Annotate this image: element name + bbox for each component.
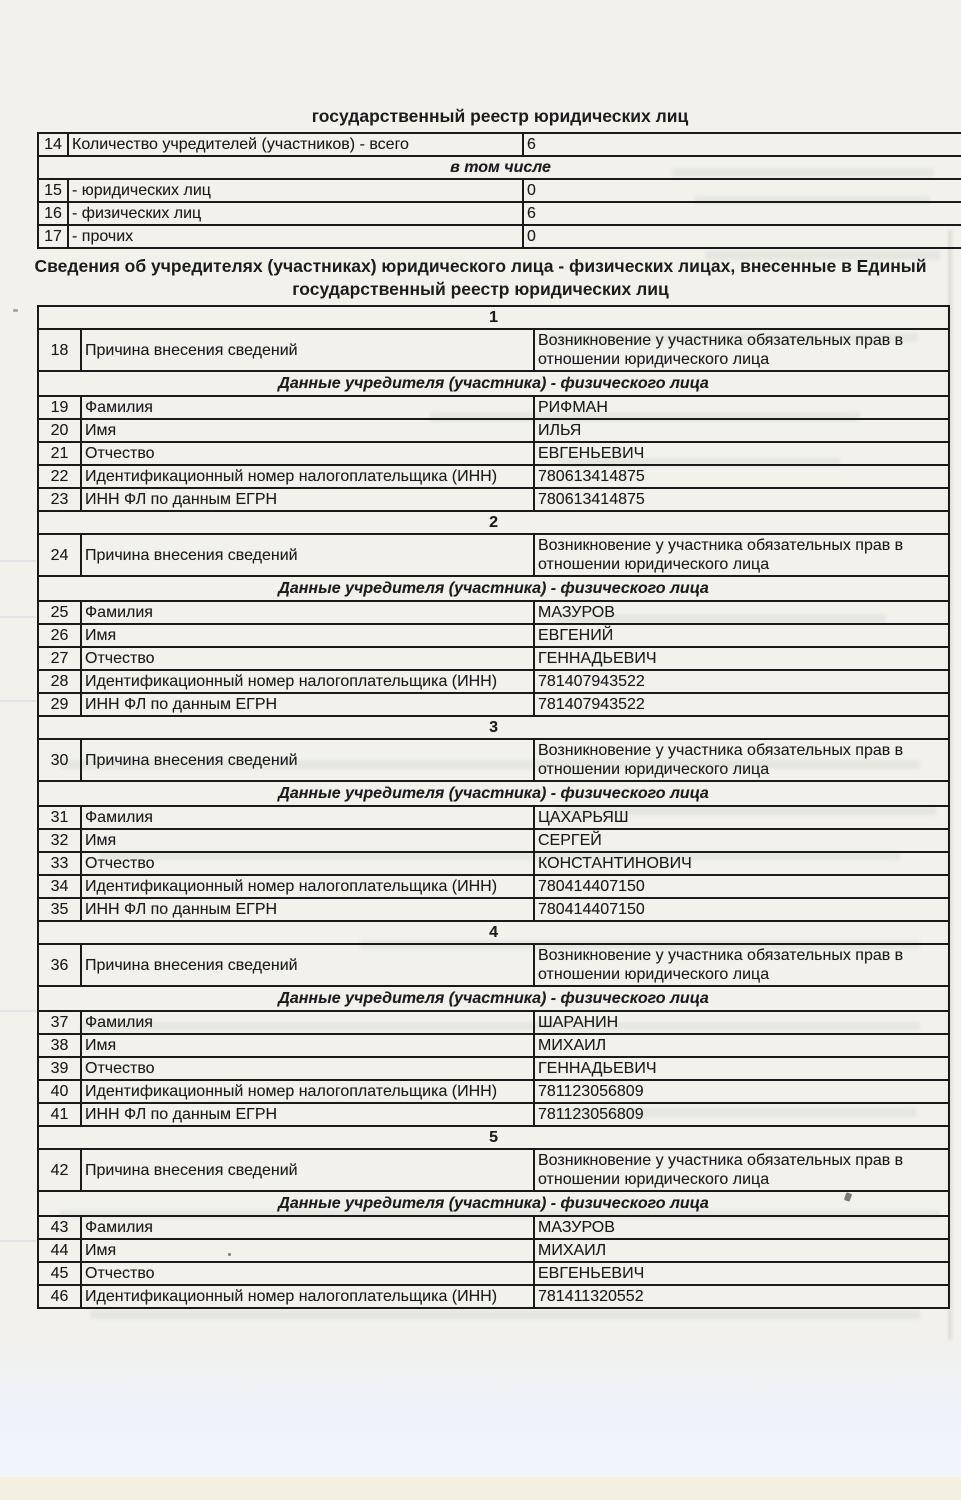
row-number: 37 — [38, 1011, 81, 1034]
founders-details-table — [37, 305, 950, 1309]
scan-ruled-line — [0, 616, 36, 618]
row-number: 45 — [38, 1262, 81, 1285]
row-number: 18 — [38, 329, 81, 371]
row-value: Возникновение у участника обязательных прав в отношении юридического лица — [534, 534, 949, 576]
section-title: Данные учредителя (участника) - физического лица — [38, 576, 949, 601]
row-value: ИЛЬЯ — [534, 419, 949, 442]
row-number: 35 — [38, 898, 81, 921]
table-row — [38, 419, 949, 442]
row-number: 30 — [38, 739, 81, 781]
row-number: 40 — [38, 1080, 81, 1103]
row-number: 14 — [38, 133, 68, 156]
row-label: ИНН ФЛ по данным ЕГРН — [81, 693, 534, 716]
page-title: государственный реестр юридических лиц — [311, 106, 689, 126]
table-row — [38, 944, 949, 986]
row-number: 36 — [38, 944, 81, 986]
row-value: 780414407150 — [534, 898, 949, 921]
row-number: 25 — [38, 601, 81, 624]
row-label: Фамилия — [81, 1011, 534, 1034]
row-value: Возникновение у участника обязательных прав в отношении юридического лица — [534, 739, 949, 781]
row-value: ЕВГЕНЬЕВИЧ — [534, 1262, 949, 1285]
row-value: ШАРАНИН — [534, 1011, 949, 1034]
row-number: 39 — [38, 1057, 81, 1080]
table-row — [38, 442, 949, 465]
row-value: 6 — [523, 202, 961, 225]
row-value: 780613414875 — [534, 488, 949, 511]
table-row — [38, 1103, 949, 1126]
section-title: в том числе — [38, 156, 961, 179]
scan-ruled-line — [0, 1010, 36, 1012]
row-label: Имя — [81, 829, 534, 852]
scan-ruled-line — [0, 700, 36, 702]
row-number: 22 — [38, 465, 81, 488]
section-number: 5 — [38, 1126, 949, 1149]
row-number: 32 — [38, 829, 81, 852]
row-number: 29 — [38, 693, 81, 716]
scan-bottom-strip — [0, 1477, 961, 1500]
row-label: Имя — [81, 1034, 534, 1057]
row-label: Причина внесения сведений — [81, 944, 534, 986]
section-header-row — [38, 781, 949, 806]
table-row — [38, 1080, 949, 1103]
table-row — [38, 1011, 949, 1034]
section-header-row — [38, 576, 949, 601]
table-row — [38, 693, 949, 716]
section-number-row — [38, 306, 949, 329]
table-row — [38, 1285, 949, 1308]
table-row — [38, 806, 949, 829]
row-value: МАЗУРОВ — [534, 601, 949, 624]
section-number: 4 — [38, 921, 949, 944]
table-row — [38, 465, 949, 488]
row-label: Имя — [81, 624, 534, 647]
section-header-row — [38, 156, 961, 179]
row-number: 38 — [38, 1034, 81, 1057]
row-value: КОНСТАНТИНОВИЧ — [534, 852, 949, 875]
row-number: 31 — [38, 806, 81, 829]
row-number: 27 — [38, 647, 81, 670]
row-number: 46 — [38, 1285, 81, 1308]
row-value: МИХАИЛ — [534, 1034, 949, 1057]
row-number: 17 — [38, 225, 68, 248]
row-label: Идентификационный номер налогоплательщика (ИНН) — [81, 1285, 534, 1308]
row-label: Причина внесения сведений — [81, 534, 534, 576]
row-label: - юридических лиц — [68, 179, 523, 202]
row-label: ИНН ФЛ по данным ЕГРН — [81, 1103, 534, 1126]
row-value: ЕВГЕНИЙ — [534, 624, 949, 647]
row-number: 41 — [38, 1103, 81, 1126]
row-value: ЦАХАРЬЯШ — [534, 806, 949, 829]
scan-artifact — [90, 1310, 920, 1319]
table-row — [38, 1057, 949, 1080]
row-value: МИХАИЛ — [534, 1239, 949, 1262]
row-label: Отчество — [81, 1262, 534, 1285]
row-number: 21 — [38, 442, 81, 465]
row-value: 781123056809 — [534, 1080, 949, 1103]
section-number: 2 — [38, 511, 949, 534]
table-row — [38, 1239, 949, 1262]
row-number: 15 — [38, 179, 68, 202]
row-label: Фамилия — [81, 601, 534, 624]
founders-count-table — [37, 132, 961, 249]
scan-tint — [0, 1330, 961, 1478]
section-heading: Сведения об учредителях (участниках) юридического лица - физических лицах, внесенные в Единый государственный реестр юридических лиц — [34, 256, 927, 299]
row-label: Идентификационный номер налогоплательщика (ИНН) — [81, 465, 534, 488]
row-value: 781123056809 — [534, 1103, 949, 1126]
row-number: 42 — [38, 1149, 81, 1191]
row-value: 781407943522 — [534, 693, 949, 716]
table-row — [38, 1034, 949, 1057]
table-row — [38, 1262, 949, 1285]
section-header-row — [38, 986, 949, 1011]
table-row — [38, 670, 949, 693]
section-header-row — [38, 1191, 949, 1216]
table-row — [38, 396, 949, 419]
table-row — [38, 601, 949, 624]
row-value: 781407943522 — [534, 670, 949, 693]
table-row — [38, 875, 949, 898]
row-number: 33 — [38, 852, 81, 875]
section-number: 3 — [38, 716, 949, 739]
row-label: Идентификационный номер налогоплательщика (ИНН) — [81, 875, 534, 898]
row-number: 23 — [38, 488, 81, 511]
scan-speck — [13, 309, 18, 312]
row-label: Фамилия — [81, 806, 534, 829]
row-value: ЕВГЕНЬЕВИЧ — [534, 442, 949, 465]
row-value: СЕРГЕЙ — [534, 829, 949, 852]
row-number: 43 — [38, 1216, 81, 1239]
table-row — [38, 624, 949, 647]
row-label: Причина внесения сведений — [81, 739, 534, 781]
row-label: Отчество — [81, 647, 534, 670]
section-number-row — [38, 511, 949, 534]
row-value: МАЗУРОВ — [534, 1216, 949, 1239]
row-value: ГЕННАДЬЕВИЧ — [534, 647, 949, 670]
section-title: Данные учредителя (участника) - физического лица — [38, 781, 949, 806]
table-row — [38, 1149, 949, 1191]
row-label: Отчество — [81, 1057, 534, 1080]
row-label: Идентификационный номер налогоплательщика (ИНН) — [81, 670, 534, 693]
table-row — [38, 898, 949, 921]
table-row — [38, 329, 949, 371]
section-title: Данные учредителя (участника) - физического лица — [38, 371, 949, 396]
table-row — [38, 739, 949, 781]
row-value: ГЕННАДЬЕВИЧ — [534, 1057, 949, 1080]
row-number: 19 — [38, 396, 81, 419]
row-number: 34 — [38, 875, 81, 898]
row-number: 20 — [38, 419, 81, 442]
section-number-row — [38, 1126, 949, 1149]
row-value: 780414407150 — [534, 875, 949, 898]
table-row — [38, 1216, 949, 1239]
scan-ruled-line — [0, 560, 36, 562]
row-label: ИНН ФЛ по данным ЕГРН — [81, 488, 534, 511]
table-row — [38, 202, 961, 225]
table-row — [38, 133, 961, 156]
table-row — [38, 225, 961, 248]
section-number: 1 — [38, 306, 949, 329]
row-value: Возникновение у участника обязательных прав в отношении юридического лица — [534, 1149, 949, 1191]
row-label: ИНН ФЛ по данным ЕГРН — [81, 898, 534, 921]
section-number-row — [38, 921, 949, 944]
row-value: 0 — [523, 179, 961, 202]
row-value: 781411320552 — [534, 1285, 949, 1308]
section-header-row — [38, 371, 949, 396]
row-number: 26 — [38, 624, 81, 647]
row-value: 6 — [523, 133, 961, 156]
section-number-row — [38, 716, 949, 739]
row-value: 0 — [523, 225, 961, 248]
row-value: РИФМАН — [534, 396, 949, 419]
table-row — [38, 488, 949, 511]
row-label: Имя — [81, 1239, 534, 1262]
row-number: 24 — [38, 534, 81, 576]
row-number: 28 — [38, 670, 81, 693]
row-label: Имя — [81, 419, 534, 442]
table-row — [38, 534, 949, 576]
section-title: Данные учредителя (участника) - физического лица — [38, 1191, 949, 1216]
row-label: Причина внесения сведений — [81, 1149, 534, 1191]
row-label: Количество учредителей (участников) - всего — [68, 133, 523, 156]
row-number: 44 — [38, 1239, 81, 1262]
row-label: Причина внесения сведений — [81, 329, 534, 371]
row-label: Отчество — [81, 442, 534, 465]
row-label: Фамилия — [81, 396, 534, 419]
scan-ruled-line — [0, 1240, 36, 1242]
row-label: Фамилия — [81, 1216, 534, 1239]
table-row — [38, 829, 949, 852]
row-label: Отчество — [81, 852, 534, 875]
table-row — [38, 852, 949, 875]
row-value: 780613414875 — [534, 465, 949, 488]
row-value: Возникновение у участника обязательных прав в отношении юридического лица — [534, 944, 949, 986]
row-label: Идентификационный номер налогоплательщика (ИНН) — [81, 1080, 534, 1103]
table-row — [38, 179, 961, 202]
section-title: Данные учредителя (участника) - физического лица — [38, 986, 949, 1011]
table-row — [38, 647, 949, 670]
row-value: Возникновение у участника обязательных прав в отношении юридического лица — [534, 329, 949, 371]
row-number: 16 — [38, 202, 68, 225]
row-label: - физических лиц — [68, 202, 523, 225]
row-label: - прочих — [68, 225, 523, 248]
